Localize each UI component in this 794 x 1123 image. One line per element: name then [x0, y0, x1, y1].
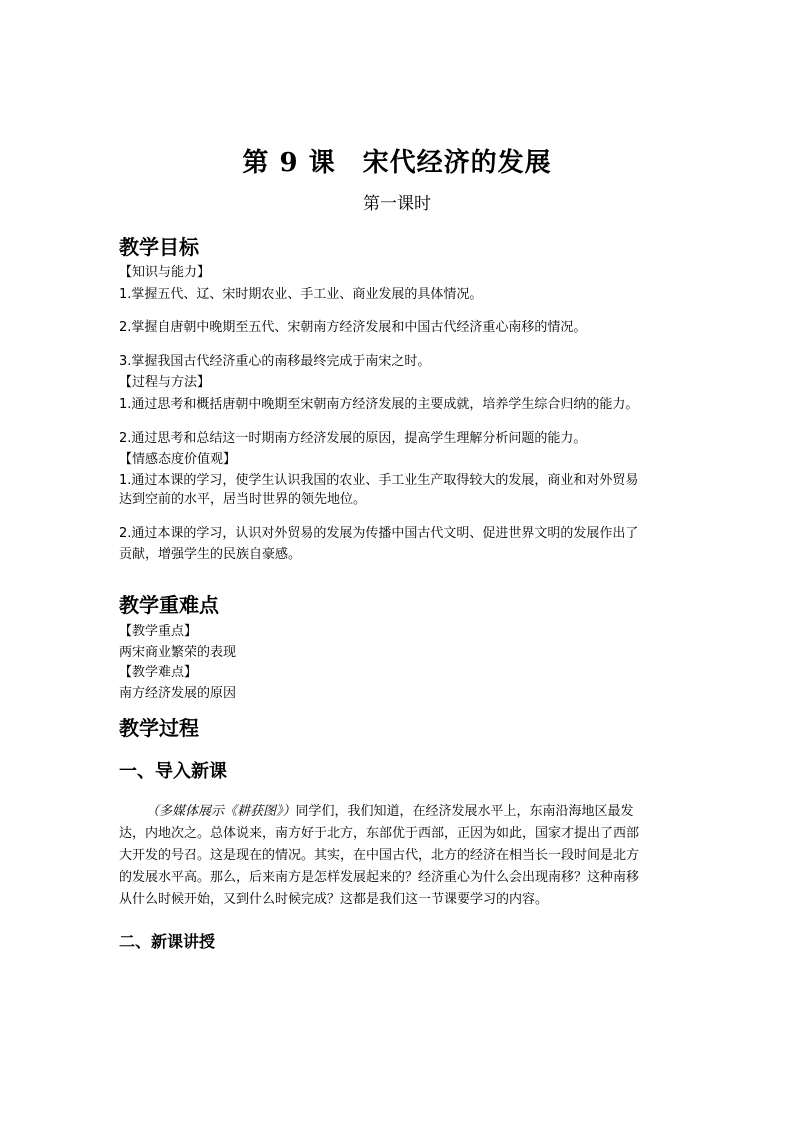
- key-points-heading: 教学重难点: [119, 593, 219, 617]
- objectives-heading: 教学目标: [119, 235, 199, 259]
- intro-line-3: 大开发的号召。这是现在的情况。其实，在中国古代，北方的经济在相当长一段时间是北方: [119, 848, 640, 863]
- intro-line-1-text: 同学们，我们知道，在经济发展水平上，东南沿海地区最发: [295, 804, 634, 819]
- emotion-item-2-line-1: 2.通过本课的学习，认识对外贸易的发展为传播中国古代文明、促进世界文明的发展作出了: [119, 526, 639, 541]
- emotion-item-2-line-2: 贡献，增强学生的民族自豪感。: [119, 547, 302, 562]
- process-label: 【过程与方法】: [119, 375, 211, 390]
- intro-line-4: 的发展水平高。那么，后来南方是怎样发展起来的？经济重心为什么会出现南移？这种南移: [119, 870, 640, 885]
- lesson-title: 第 9 课 宋代经济的发展: [242, 148, 552, 178]
- process-item-1: 1.通过思考和概括唐朝中晚期至宋朝南方经济发展的主要成就，培养学生综合归纳的能力。: [119, 397, 639, 412]
- difficulty-text: 南方经济发展的原因: [119, 686, 237, 701]
- process-heading: 教学过程: [119, 716, 199, 740]
- lesson-subtitle: 第一课时: [363, 194, 431, 214]
- knowledge-label: 【知识与能力】: [119, 265, 211, 280]
- knowledge-item-3: 3.掌握我国古代经济重心的南移最终完成于南宋之时。: [119, 354, 431, 369]
- emotion-label: 【情感态度价值观】: [119, 452, 237, 467]
- focus-text: 两宋商业繁荣的表现: [119, 645, 237, 660]
- knowledge-item-1: 1.掌握五代、辽、宋时期农业、手工业、商业发展的具体情况。: [119, 287, 483, 302]
- intro-line-5: 从什么时候开始，又到什么时候完成？这都是我们这一节课要学习的内容。: [119, 892, 549, 907]
- intro-media-note: （多媒体展示《耕获图》）: [146, 804, 296, 819]
- section-1-heading: 一、导入新课: [119, 761, 227, 782]
- difficulty-label: 【教学难点】: [119, 665, 198, 680]
- emotion-item-1-line-2: 达到空前的水平，居当时世界的领先地位。: [119, 492, 367, 507]
- section-2-heading: 二、新课讲授: [119, 932, 216, 951]
- intro-line-2: 达，内地次之。总体说来，南方好于北方，东部优于西部，正因为如此，国家才提出了西部: [119, 826, 640, 841]
- emotion-item-1-line-1: 1.通过本课的学习，使学生认识我国的农业、手工业生产取得较大的发展，商业和对外贸易: [119, 473, 639, 488]
- intro-line-1: [146, 802, 634, 822]
- knowledge-item-2: 2.掌握自唐朝中晚期至五代、宋朝南方经济发展和中国古代经济重心南移的情况。: [119, 320, 587, 335]
- process-item-2: 2.通过思考和总结这一时期南方经济发展的原因，提高学生理解分析问题的能力。: [119, 431, 587, 446]
- focus-label: 【教学重点】: [119, 624, 198, 639]
